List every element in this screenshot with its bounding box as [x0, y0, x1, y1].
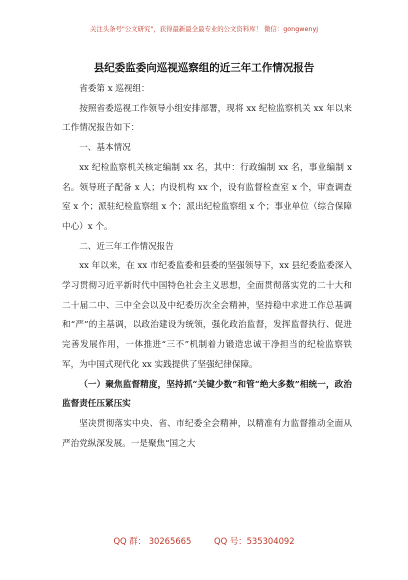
footer-contact	[0, 535, 408, 547]
subsection1-paragraph: 坚决贯彻落实中央、省、市纪委全会精神，以精准有力监督推动全面从严治党纵深发展。一是聚焦“国之大	[62, 418, 352, 449]
qq-number: QQ 号：535304092	[214, 536, 295, 546]
document-body	[62, 80, 352, 454]
intro-paragraph: 按照省委巡视工作领导小组安排部署，现将 xx 纪检监察机关 xx 年以来工作情况报告如下：	[62, 103, 352, 134]
section2-paragraph: xx 年以来，在 xx 市纪委监委和县委的坚强领导下，xx 县纪委监委深入学习贯彻习近平新时代中国特色社会主义思想，全面贯彻落实党的二十大和二十届二中、三中全会以及中纪委历次全会精神，坚持稳中求进工作总基调和“严”的主基调，以政治建设为统领，强化政治监督，发挥监督执行、促进完善发展作用，一体推进“三不”机制着力锻造忠诚干净担当的纪检监察铁军，为中国式现代化 xx 实践提供了坚强纪律保障。	[62, 261, 352, 370]
subsection1-heading: （一）聚焦监督精度，坚持抓“关键少数”和管“绝大多数”相统一，政治监督责任压紧压实	[62, 379, 352, 410]
section2-heading: 二、近三年工作情况报告	[79, 241, 174, 252]
qq-group: QQ 群： 30265665	[113, 536, 192, 546]
document-title: 县纪委监委向巡视巡察组的近三年工作情况报告	[93, 62, 315, 74]
section1-paragraph: xx 纪检监察机关核定编制 xx 名，其中：行政编制 xx 名，事业编制 x 名。领导班子配备 x 人；内设机构 xx 个，设有监督检查室 x 个，审查调查室 x 个；派驻纪检监察组 x 个；派出纪检监察组 x 个；事业单位（综合保障中心）x 个。	[62, 162, 352, 232]
header-banner: 关注头条号"公文研究"，获得最新最全最专业的公文资料库！ 微信：gongwenyj	[89, 25, 319, 33]
section1-heading: 一、基本情况	[79, 143, 131, 154]
salutation: 省委第 x 巡视组：	[79, 84, 150, 94]
